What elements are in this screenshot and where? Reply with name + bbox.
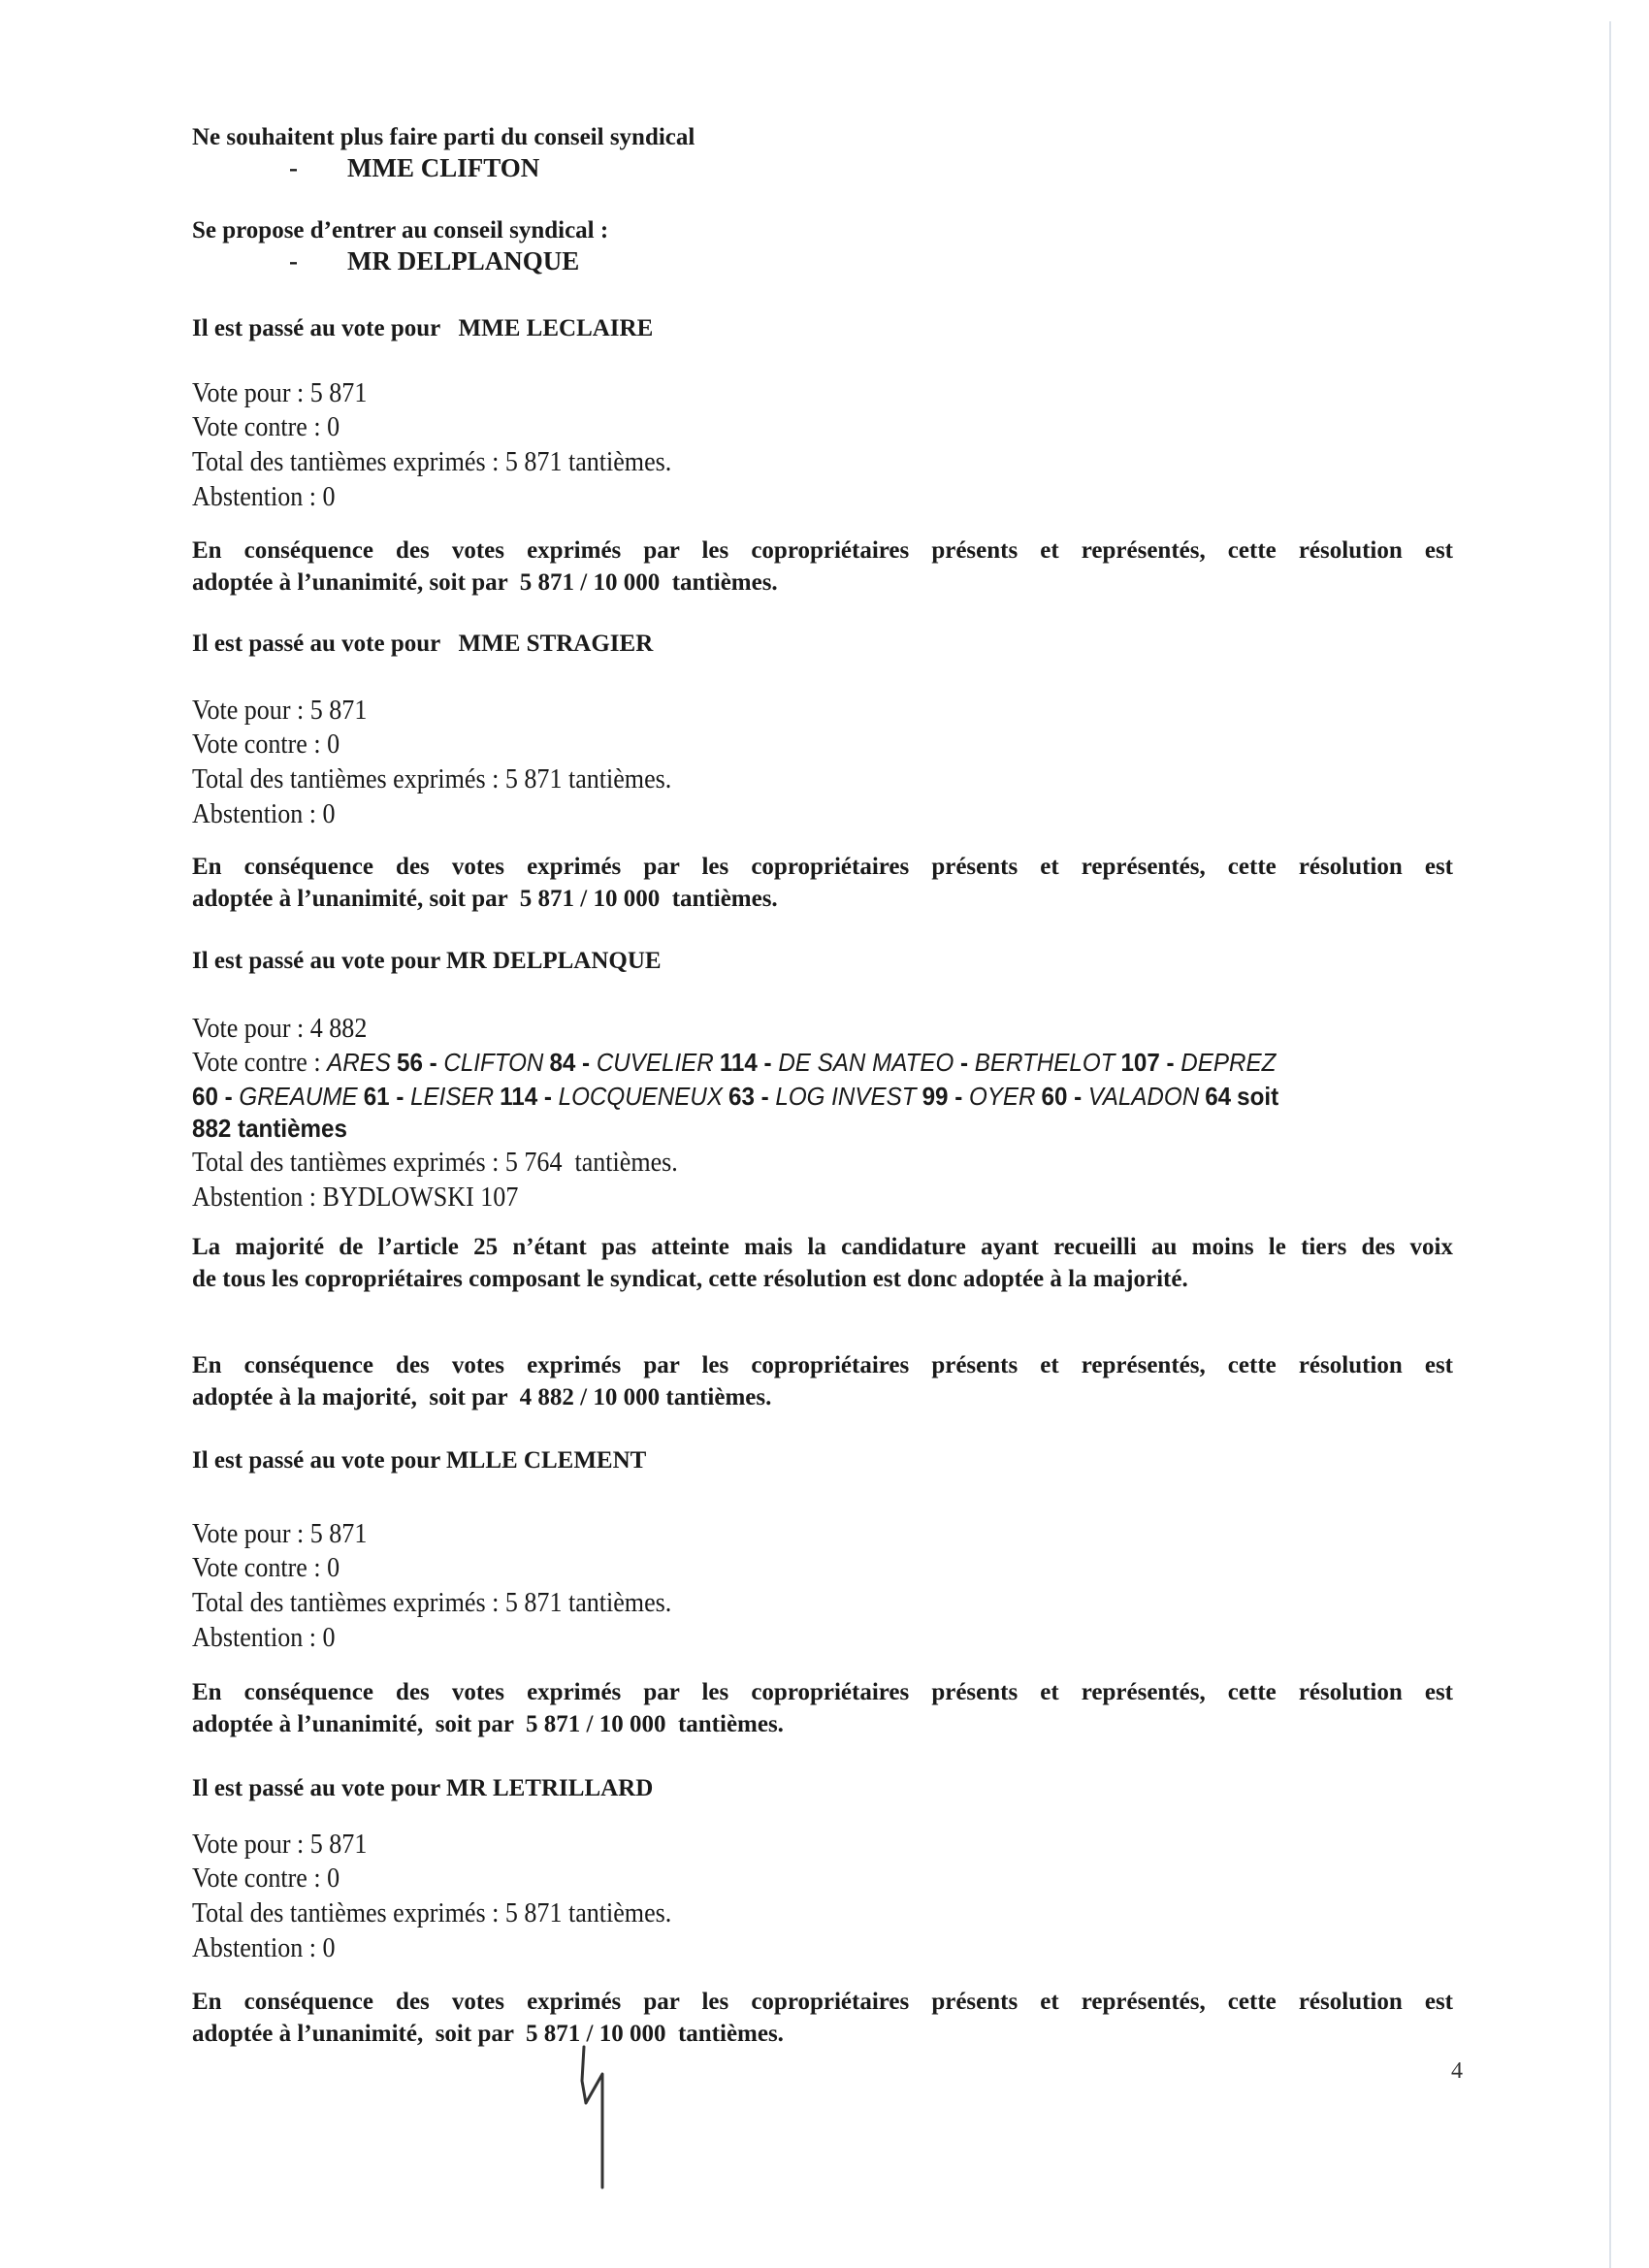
contre-separator: - [575, 1048, 597, 1077]
vote-conclusion-line2: adoptée à la majorité, soit par 4 882 / 10 000 tantièmes. [192, 1384, 772, 1410]
vote-contre: Vote contre : 0 [192, 1863, 340, 1894]
joining-heading: Se propose d’entrer au conseil syndical : [192, 217, 609, 243]
contre-value: 64 [1205, 1082, 1232, 1111]
contre-separator: - [537, 1082, 559, 1111]
leaving-heading: Ne souhaitent plus faire parti du conseil syndical [192, 124, 695, 150]
vote-abstention: Abstention : BYDLOWSKI 107 [192, 1183, 519, 1213]
joining-name-item [289, 246, 579, 276]
vote-total: Total des tantièmes exprimés : 5 871 tantièmes. [192, 447, 672, 477]
vote-abstention: Abstention : 0 [192, 1623, 336, 1653]
contre-separator: - [757, 1048, 779, 1077]
vote-contre: Vote contre : 0 [192, 412, 340, 442]
handwritten-signature [572, 2037, 650, 2192]
contre-separator: - [1159, 1048, 1181, 1077]
contre-value: 60 [1041, 1082, 1068, 1111]
vote-contre: Vote contre : 0 [192, 729, 340, 760]
contre-value: 56 [396, 1048, 423, 1077]
contre-name: LEISER [410, 1082, 495, 1111]
contre-separator: - [389, 1082, 411, 1111]
vote-pour: Vote pour : 5 871 [192, 378, 368, 408]
contre-value: 84 [549, 1048, 576, 1077]
vote-conclusion-line2: adoptée à l’unanimité, soit par 5 871 / 10 000 tantièmes. [192, 1711, 784, 1737]
contre-name: ARES [327, 1048, 391, 1077]
contre-soit: soit [1237, 1082, 1279, 1111]
contre-name: GREAUME [239, 1082, 358, 1111]
vote-total: Total des tantièmes exprimés : 5 871 tantièmes. [192, 1588, 672, 1618]
contre-value: 61 [363, 1082, 390, 1111]
contre-separator: - [1067, 1082, 1088, 1111]
vote-heading: Il est passé au vote pour MME STRAGIER [192, 631, 654, 657]
contre-name: OYER [968, 1082, 1036, 1111]
vote-conclusion-line1: En conséquence des votes exprimés par les copropriétaires présents et représentés, cette résolution est [192, 854, 1453, 880]
contre-name: VALADON [1087, 1082, 1200, 1111]
bullet-dash: - [289, 153, 298, 182]
bullet-dash: - [289, 246, 298, 275]
vote-pour: Vote pour : 4 882 [192, 1014, 368, 1044]
vote-conclusion-line1: En conséquence des votes exprimés par les copropriétaires présents et représentés, cette résolution est [192, 537, 1453, 564]
contre-name: LOCQUENEUX [558, 1082, 723, 1111]
contre-total: 882 tantièmes [192, 1114, 347, 1143]
vote-conclusion-line2: adoptée à l’unanimité, soit par 5 871 / 10 000 tantièmes. [192, 886, 778, 912]
majority-line2: de tous les copropriétaires composant le syndicat, cette résolution est donc adoptée à la majorité. [192, 1266, 1188, 1292]
vote-heading: Il est passé au vote pour MME LECLAIRE [192, 315, 654, 341]
vote-contre-line2 [192, 1082, 1278, 1112]
page-edge-line [1609, 21, 1611, 2268]
contre-value: 114 [500, 1082, 538, 1111]
contre-separator: - [754, 1082, 776, 1111]
vote-abstention: Abstention : 0 [192, 482, 336, 512]
page-number: 4 [1451, 2058, 1463, 2084]
contre-value: 114 [719, 1048, 758, 1077]
leaving-name-item [289, 153, 539, 183]
vote-total: Total des tantièmes exprimés : 5 764 tantièmes. [192, 1148, 678, 1178]
vote-heading: Il est passé au vote pour MLLE CLEMENT [192, 1447, 647, 1474]
contre-name: CLIFTON [443, 1048, 544, 1077]
joining-name: MR DELPLANQUE [347, 246, 580, 275]
contre-value: 107 [1120, 1048, 1160, 1077]
contre-name: DE SAN MATEO [778, 1048, 954, 1077]
majority-line1: La majorité de l’article 25 n’étant pas atteinte mais la candidature ayant recueilli au moins le tiers des voix [192, 1234, 1453, 1260]
vote-conclusion-line1: En conséquence des votes exprimés par les copropriétaires présents et représentés, cette résolution est [192, 1989, 1453, 2015]
contre-separator: - [948, 1082, 969, 1111]
signature-stroke [582, 2047, 602, 2187]
vote-pour: Vote pour : 5 871 [192, 696, 368, 726]
contre-name: LOG INVEST [775, 1082, 917, 1111]
vote-heading: Il est passé au vote pour MR LETRILLARD [192, 1775, 654, 1801]
vote-conclusion-line1: En conséquence des votes exprimés par les copropriétaires présents et représentés, cette résolution est [192, 1352, 1453, 1378]
contre-separator: - [954, 1048, 975, 1077]
vote-heading: Il est passé au vote pour MR DELPLANQUE [192, 948, 662, 974]
contre-value: 99 [922, 1082, 949, 1111]
vote-contre-label: Vote contre : [192, 1048, 328, 1078]
vote-contre-line1 [192, 1048, 1276, 1079]
vote-pour: Vote pour : 5 871 [192, 1519, 368, 1549]
contre-separator: - [217, 1082, 240, 1111]
leaving-name: MME CLIFTON [347, 153, 540, 182]
vote-abstention: Abstention : 0 [192, 799, 336, 829]
vote-conclusion-line1: En conséquence des votes exprimés par les copropriétaires présents et représentés, cette résolution est [192, 1679, 1453, 1705]
contre-name: CUVELIER [596, 1048, 714, 1077]
contre-value: 60 [192, 1082, 218, 1111]
vote-abstention: Abstention : 0 [192, 1933, 336, 1963]
contre-name: BERTHELOT [974, 1048, 1116, 1077]
contre-separator: - [422, 1048, 444, 1077]
vote-conclusion-line2: adoptée à l’unanimité, soit par 5 871 / 10 000 tantièmes. [192, 2021, 784, 2047]
vote-pour: Vote pour : 5 871 [192, 1830, 368, 1860]
vote-contre: Vote contre : 0 [192, 1553, 340, 1583]
vote-total: Total des tantièmes exprimés : 5 871 tantièmes. [192, 1898, 672, 1928]
vote-total: Total des tantièmes exprimés : 5 871 tantièmes. [192, 764, 672, 794]
vote-conclusion-line2: adoptée à l’unanimité, soit par 5 871 / 10 000 tantièmes. [192, 569, 778, 596]
contre-name: DEPREZ [1180, 1048, 1277, 1077]
contre-value: 63 [728, 1082, 755, 1111]
